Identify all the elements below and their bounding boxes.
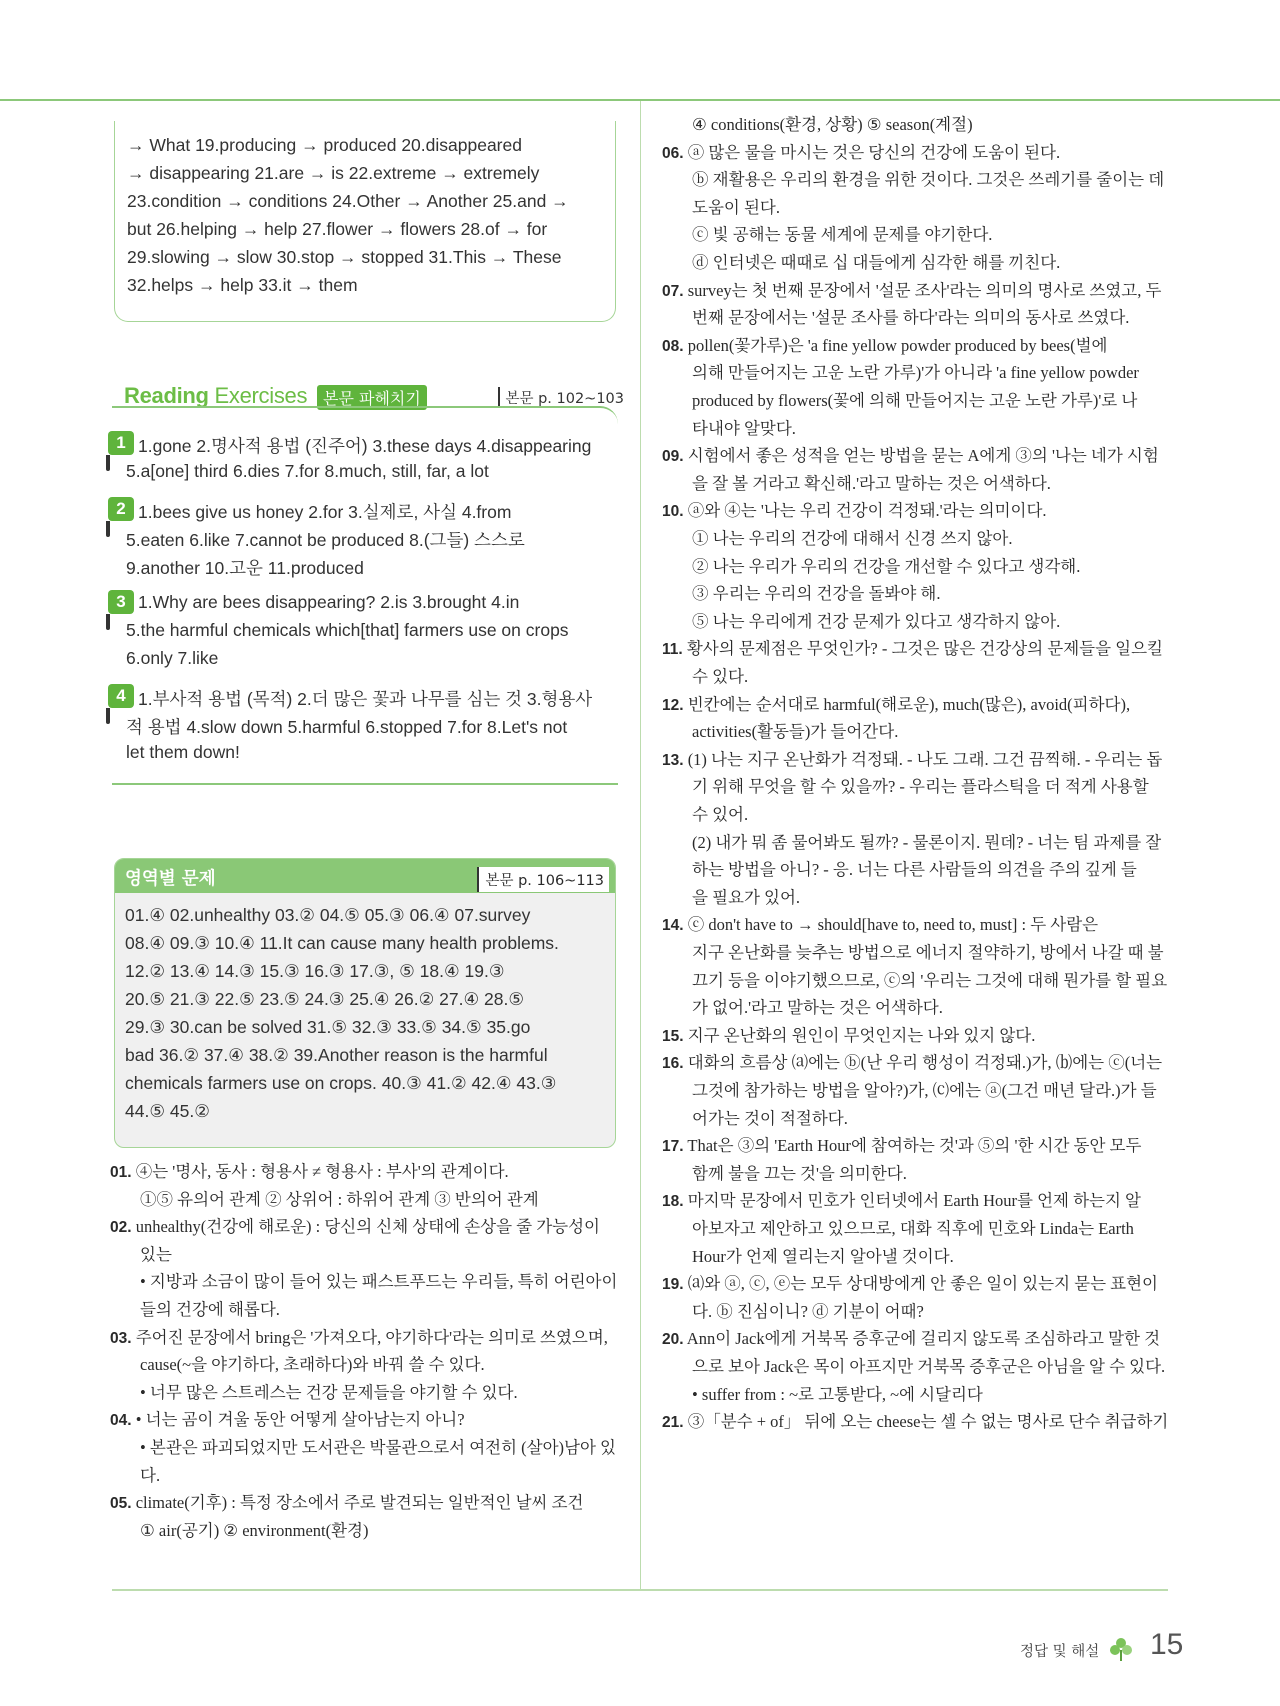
area-problems-box [114, 858, 616, 1148]
explanation-line [692, 1160, 907, 1184]
explanation-line [662, 1270, 1158, 1294]
explanation-line [692, 856, 1137, 880]
explanation-line [140, 1241, 172, 1265]
explanation-line [692, 1105, 848, 1129]
header-underline [112, 406, 618, 428]
group-line: let them down! [126, 742, 240, 762]
explanation-number: 09. [662, 448, 684, 466]
explanation-line [692, 387, 1137, 411]
explanation-line [692, 1381, 983, 1405]
explanation-number: 01. [110, 1164, 132, 1181]
explanation-line [662, 1408, 1168, 1432]
answer-line: 08.④ 09.③ 10.④ 11.It can cause many health problems. [125, 933, 559, 953]
explanation-number: 19. [662, 1276, 684, 1294]
explanation-text: 끄기 등을 이야기했으므로, ⓒ의 '우리는 그것에 대해 뭔가를 할 필요 [692, 970, 1168, 990]
group-line: 1.부사적 용법 (목적) 2.더 많은 꽃과 나무를 심는 것 3.형용사 [138, 689, 593, 709]
page-number: 15 [1150, 1628, 1184, 1661]
explanation-number: 11. [662, 641, 683, 659]
explanation-text: 어가는 것이 적절하다. [692, 1108, 848, 1128]
explanation-text: pollen(꽃가루)은 'a fine yellow powder produced by bees(벌에 [687, 335, 1108, 355]
footer-label: 정답 및 해설 [1020, 1644, 1100, 1660]
explanation-number: 18. [662, 1193, 684, 1211]
explanation-text: 의해 만들어지는 고운 노란 가루)'가 아니라 'a fine yellow powder [692, 363, 1139, 383]
explanation-text: cause(~을 야기하다, 초래하다)와 바꿔 쓸 수 있다. [140, 1355, 485, 1375]
explanation-line [692, 1215, 1134, 1239]
explanation-line [692, 359, 1139, 383]
explanation-text: • 본관은 파괴되었지만 도서관은 박물관으로서 여전히 (살아)남아 있 [140, 1438, 616, 1457]
explanation-text: 그것에 참가하는 방법을 알아?)가, ⒞에는 ⓐ(그건 매년 달라.)가 들 [692, 1081, 1157, 1100]
group-line: 5.eaten 6.like 7.cannot be produced 8.(그들) 스스로 [126, 530, 525, 550]
explanation-line [692, 1353, 1165, 1377]
explanation-line [140, 1186, 539, 1210]
explanation-text: 다. ⓑ 진심이니? ⓓ 기분이 어때? [692, 1301, 924, 1321]
explanation-text: That은 ③의 'Earth Hour에 참여하는 것'과 ⑤의 '한 시간 동안 모두 [687, 1136, 1142, 1156]
section-rule [112, 783, 618, 785]
explanation-number: 13. [662, 751, 684, 769]
explanation-number: 05. [110, 1495, 132, 1513]
answer-line: 12.② 13.④ 14.③ 15.③ 16.③ 17.③, ⑤ 18.④ 19.③ [125, 961, 505, 981]
explanation-number: 20. [662, 1331, 684, 1349]
explanation-text: ① air(공기) ② environment(환경) [140, 1520, 369, 1540]
explanation-text: 황사의 문제점은 무엇인가? - 그것은 많은 건강상의 문제들을 일으킬 [686, 639, 1163, 659]
answer-line: 32.helps → help 33.it → them [127, 275, 358, 295]
group-line: 1.gone 2.명사적 용법 (진주어) 3.these days 4.disappearing [138, 436, 592, 456]
explanation-text: 을 필요가 있어. [692, 887, 801, 907]
explanation-number: 06. [662, 144, 684, 162]
explanation-text: 대화의 흐름상 ⒜에는 ⓑ(난 우리 행성이 걱정돼.)가, ⒝에는 ⓒ(너는 [687, 1053, 1163, 1073]
explanation-line [140, 1296, 280, 1320]
explanation-text: ①⑤ 유의어 관계 ② 상위어 : 하위어 관계 ③ 반의어 관계 [140, 1189, 539, 1209]
explanation-text: • suffer from : ~로 고통받다, ~에 시달리다 [692, 1384, 983, 1404]
explanation-number: 04. [110, 1412, 132, 1430]
explanation-line [140, 1351, 485, 1375]
explanation-line [662, 911, 1098, 935]
explanation-line [140, 1517, 369, 1541]
explanation-text: ④ conditions(환경, 상황) ⑤ season(계절) [692, 115, 973, 134]
explanation-text: ⒜와 ⓐ, ⓒ, ⓔ는 모두 상대방에게 안 좋은 일이 있는지 묻는 표현이 [687, 1274, 1158, 1294]
explanation-line [692, 967, 1167, 991]
explanation-line [692, 1077, 1157, 1101]
explanation-text: ⓒ don't have to → should[have to, need to, must] : 두 사람은 [687, 915, 1099, 935]
explanation-text: 함께 불을 끄는 것'을 의미한다. [692, 1163, 907, 1183]
explanation-line [140, 1434, 616, 1458]
explanation-text: Hour가 언제 열리는지 알아낼 것이다. [692, 1246, 954, 1266]
explanation-line [692, 884, 800, 908]
explanation-line [110, 1213, 600, 1237]
explanation-text: 을 잘 볼 거라고 확신해.'라고 말하는 것은 어색하다. [692, 473, 1051, 493]
explanation-text: 아보자고 제안하고 있으므로, 대화 직후에 민호와 Linda는 Earth [692, 1219, 1134, 1238]
explanation-line [662, 442, 1159, 466]
area-problems-title: 영역별 문제 [125, 869, 216, 889]
answer-line: chemicals farmers use on crops. 40.③ 41.② 42.④ 43.③ [125, 1073, 557, 1093]
explanation-line [692, 1298, 924, 1322]
explanation-line [140, 1268, 617, 1292]
explanation-line [662, 1187, 1141, 1211]
explanation-text: ⓐ 많은 물을 마시는 것은 당신의 건강에 도움이 된다. [687, 142, 1061, 162]
group-number: 4 [108, 684, 134, 708]
explanation-text: • 너무 많은 스트레스는 건강 문제들을 야기할 수 있다. [140, 1382, 518, 1402]
explanation-text: Ann이 Jack에게 거북목 증후군에 걸리지 않도록 조심하라고 말한 것 [686, 1329, 1161, 1349]
section-badge: 본문 파헤치기 [317, 385, 427, 410]
explanation-line [692, 221, 992, 245]
title-bold: Reading [124, 383, 209, 408]
area-problems-header [115, 859, 615, 893]
explanation-text: 번째 문장에서는 '설문 조사를 하다'라는 의미의 동사로 쓰였다. [692, 308, 1130, 328]
answer-line: 23.condition → conditions 24.Other → Another 25.and → [127, 191, 569, 211]
explanation-line [662, 635, 1163, 659]
explanation-line [692, 663, 748, 687]
explanation-line [110, 1158, 509, 1182]
group-line: 5.the harmful chemicals which[that] farmers use on crops [126, 620, 569, 640]
explanation-text: produced by flowers(꽃에 의해 만들어지는 고운 노란 가루)'로 나 [692, 391, 1138, 410]
answer-line: 29.slowing → slow 30.stop → stopped 31.This → These [127, 247, 562, 267]
group-line: 1.Why are bees disappearing? 2.is 3.brought 4.in [138, 592, 520, 612]
explanation-line [692, 304, 1129, 328]
explanation-text: ⓑ 재활용은 우리의 환경을 위한 것이다. 그것은 쓰레기를 줄이는 데 [692, 170, 1165, 190]
explanation-line [662, 1049, 1162, 1073]
answer-line: 01.④ 02.unhealthy 03.② 04.⑤ 05.③ 06.④ 07.survey [125, 905, 531, 925]
explanation-text: ④는 '명사, 동사 : 형용사 ≠ 형용사 : 부사'의 관계이다. [135, 1162, 509, 1181]
explanation-line [692, 994, 943, 1018]
explanation-line [692, 801, 748, 825]
explanation-line [662, 1022, 1035, 1046]
explanation-text: 빈칸에는 순서대로 harmful(해로운), much(많은), avoid(피하다), [687, 694, 1131, 714]
group-number: 3 [108, 590, 134, 614]
explanation-text: 주어진 문장에서 bring은 '가져오다, 야기하다'라는 의미로 쓰였으며, [135, 1327, 608, 1347]
explanation-number: 17. [662, 1138, 684, 1156]
explanation-text: climate(기후) : 특정 장소에서 주로 발견되는 일반적인 날씨 조건 [135, 1493, 584, 1513]
explanation-number: 16. [662, 1055, 684, 1073]
explanation-text: 지구 온난화의 원인이 무엇인지는 나와 있지 않다. [687, 1025, 1036, 1045]
group-line: 9.another 10.고운 11.produced [126, 558, 364, 578]
explanation-line [662, 1325, 1160, 1349]
answer-line: 44.⑤ 45.② [125, 1101, 210, 1121]
explanation-text: 들의 건강에 해롭다. [140, 1300, 280, 1319]
column-divider [640, 101, 641, 1591]
explanation-number: 15. [662, 1027, 684, 1045]
explanation-number: 03. [110, 1329, 132, 1347]
explanation-line [692, 166, 1164, 190]
group-line: 적 용법 4.slow down 5.harmful 6.stopped 7.for 8.Let's not [126, 717, 568, 737]
explanation-text: activities(활동들)가 들어간다. [692, 722, 899, 742]
explanation-text: ③ 우리는 우리의 건강을 돌봐야 해. [692, 584, 941, 604]
explanation-text: (2) 내가 뭐 좀 물어봐도 될까? - 물론이지. 뭔데? - 너는 팀 과제를 잘 [692, 832, 1162, 852]
answer-line: → disappearing 21.are → is 22.extreme → extremely [127, 163, 540, 183]
explanation-text: 다. [140, 1465, 161, 1485]
explanation-line [692, 773, 1149, 797]
explanation-text: 기 위해 무엇을 할 수 있을까? - 우리는 플라스틱을 더 적게 사용할 [692, 777, 1149, 797]
explanation-number: 08. [662, 337, 684, 355]
explanation-line [692, 718, 898, 742]
explanation-text: ⑤ 나는 우리에게 건강 문제가 있다고 생각하지 않아. [692, 611, 1061, 631]
answer-line: but 26.helping → help 27.flower → flowers 28.of → for [127, 219, 548, 239]
explanation-line [662, 746, 1162, 770]
explanation-text: ② 나는 우리가 우리의 건강을 개선할 수 있다고 생각해. [692, 556, 1081, 576]
explanation-text: ⓓ 인터넷은 때때로 십 대들에게 심각한 해를 끼친다. [692, 253, 1061, 272]
explanation-line [110, 1489, 583, 1513]
title-rest: Exercises [208, 383, 308, 408]
explanation-line [692, 608, 1060, 632]
page-reference: 본문 p. 106~113 [477, 867, 609, 892]
explanation-text: 지구 온난화를 늦추는 방법으로 에너지 절약하기, 방에서 나갈 때 불 [692, 943, 1164, 962]
answer-line: 20.⑤ 21.③ 22.⑤ 23.⑤ 24.③ 25.④ 26.② 27.④ 28.⑤ [125, 989, 525, 1009]
explanation-number: 02. [110, 1219, 132, 1237]
explanation-line [110, 1324, 608, 1348]
explanation-number: 10. [662, 503, 684, 521]
explanation-text: ⓒ 빛 공해는 동물 세계에 문제를 야기한다. [692, 225, 993, 245]
explanation-line [692, 111, 973, 135]
explanation-line [110, 1406, 465, 1430]
explanation-text: ① 나는 우리의 건강에 대해서 신경 쓰지 않아. [692, 529, 1013, 548]
answer-line: bad 36.② 37.④ 38.② 39.Another reason is the harmful [125, 1045, 548, 1065]
explanation-text: 으로 보아 Jack은 목이 아프지만 거북목 증후군은 아님을 알 수 있다. [692, 1357, 1166, 1376]
explanation-text: • 지방과 소금이 많이 들어 있는 패스트푸드는 우리들, 특히 어린아이 [140, 1272, 618, 1292]
explanation-line [692, 553, 1080, 577]
explanation-line [692, 470, 1051, 494]
explanation-line [662, 277, 1161, 301]
explanation-text: 수 있다. [692, 667, 749, 686]
group-line: 5.a[one] third 6.dies 7.for 8.much, still, far, a lot [126, 461, 489, 481]
explanation-number: 14. [662, 917, 684, 935]
explanation-line [692, 1243, 954, 1267]
explanation-line [662, 691, 1130, 715]
explanation-text: unhealthy(건강에 해로운) : 당신의 신체 상태에 손상을 줄 가능성이 [135, 1217, 600, 1237]
explanation-line [692, 194, 780, 218]
explanation-text: 가 없어.'라고 말하는 것은 어색하다. [692, 998, 943, 1018]
explanation-text: 있는 [140, 1244, 172, 1264]
explanation-line [662, 1132, 1141, 1156]
explanation-text: • 너는 곰이 겨울 동안 어떻게 살아남는지 아니? [135, 1410, 465, 1430]
explanation-line [692, 415, 796, 439]
bottom-rule [112, 1589, 1168, 1591]
explanation-text: ⓐ와 ④는 '나는 우리 건강이 걱정돼.'라는 의미이다. [687, 501, 1047, 521]
explanation-number: 21. [662, 1414, 684, 1432]
explanation-line [692, 939, 1164, 963]
answer-line: 29.③ 30.can be solved 31.⑤ 32.③ 33.⑤ 34.⑤ 35.go [125, 1017, 531, 1037]
explanation-number: 12. [662, 696, 684, 714]
explanation-text: ③「분수 + of」 뒤에 오는 cheese는 셀 수 없는 명사로 단수 취급하기 [687, 1412, 1169, 1432]
group-line: 6.only 7.like [126, 648, 219, 668]
explanation-text: survey는 첫 번째 문장에서 '설문 조사'라는 의미의 명사로 쓰였고, 두 [687, 280, 1162, 300]
explanation-text: 시험에서 좋은 성적을 얻는 방법을 묻는 A에게 ③의 '나는 네가 시험 [687, 446, 1159, 466]
top-answer-box [114, 121, 616, 322]
explanation-line [662, 497, 1047, 521]
leaf-icon [1108, 1636, 1134, 1662]
explanation-text: 마지막 문장에서 민호가 인터넷에서 Earth Hour를 언제 하는지 알 [687, 1191, 1141, 1211]
explanation-line [692, 829, 1161, 853]
explanation-text: 도움이 된다. [692, 197, 780, 217]
explanation-line [662, 139, 1060, 163]
explanation-line [140, 1462, 160, 1486]
explanation-text: (1) 나는 지구 온난화가 걱정돼. - 나도 그래. 그건 끔찍해. - 우리는 돕 [687, 749, 1163, 769]
answer-line: → What 19.producing → produced 20.disappeared [127, 135, 522, 155]
explanation-text: 하는 방법을 아니? - 응. 너는 다른 사람들의 의견을 주의 깊게 들 [692, 860, 1137, 880]
group-line: 1.bees give us honey 2.for 3.실제로, 사실 4.from [138, 502, 512, 522]
explanation-line [692, 525, 1012, 549]
group-number: 1 [108, 431, 134, 455]
explanation-text: 타내야 알맞다. [692, 418, 796, 438]
explanation-line [692, 249, 1060, 273]
explanation-line [692, 580, 940, 604]
explanation-line [140, 1379, 518, 1403]
page-reference: 본문 p. 102~103 [498, 387, 624, 408]
explanation-text: 수 있어. [692, 805, 749, 824]
explanation-line [662, 332, 1107, 356]
group-number: 2 [108, 497, 134, 521]
explanation-number: 07. [662, 282, 684, 300]
